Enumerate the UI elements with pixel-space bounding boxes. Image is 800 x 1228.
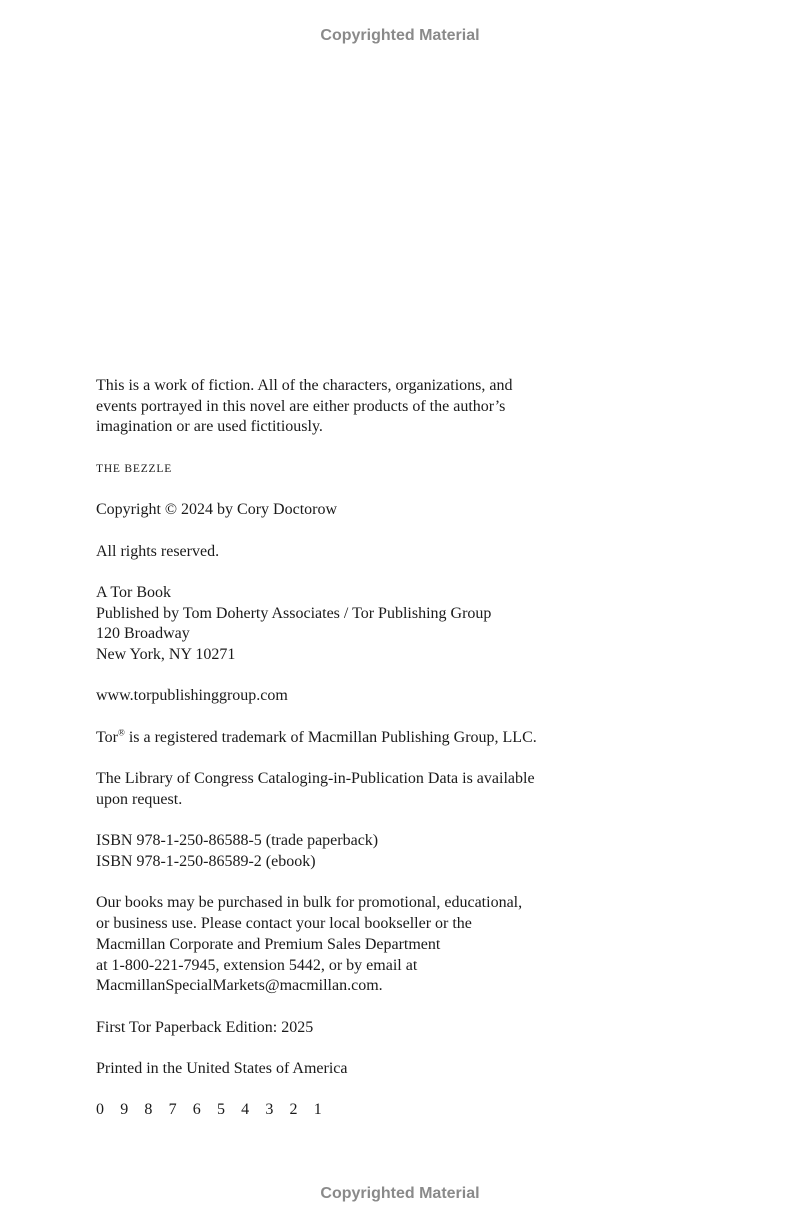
print-line-digit: 7 [168,1101,177,1119]
isbn-paperback: ISBN 978-1-250-86588-5 (trade paperback) [96,832,379,850]
print-line-digit: 2 [289,1101,298,1119]
trademark-notice [96,728,596,749]
bulk-line: Our books may be purchased in bulk for promotional, educational, [96,894,523,912]
disclaimer-line: events portrayed in this novel are either products of the author’s [96,397,506,415]
bulk-line: MacmillanSpecialMarkets@macmillan.com. [96,977,383,995]
print-line-digit: 6 [192,1101,201,1119]
publisher-line: Published by Tom Doherty Associates / Tor Publishing Group [96,604,492,622]
print-line [96,1100,596,1121]
copyright-notice: Copyright © 2024 by Cory Doctorow [96,501,338,519]
isbn-ebook: ISBN 978-1-250-86589-2 (ebook) [96,853,316,871]
publisher-line: New York, NY 10271 [96,646,236,664]
copyright-page-body [96,376,596,1142]
publisher-info [96,583,596,666]
cip-notice [96,769,596,810]
cip-line: upon request. [96,790,183,808]
print-line-digit: 5 [216,1101,225,1119]
bulk-line: at 1-800-221-7945, extension 5442, or by email at [96,956,418,974]
print-line-digit: 0 [96,1101,104,1119]
isbn-list [96,831,596,872]
publisher-website: www.torpublishinggroup.com [96,687,288,705]
disclaimer-line: This is a work of fiction. All of the characters, organizations, and [96,377,513,394]
bulk-line: or business use. Please contact your local bookseller or the [96,915,472,933]
trademark-text: is a registered trademark of Macmillan Publishing Group, LLC. [124,728,537,746]
rights-reserved: All rights reserved. [96,542,220,560]
print-line-digit: 4 [241,1101,250,1119]
print-line-digit: 9 [120,1101,129,1119]
watermark-bottom: Copyrighted Material [320,1185,480,1202]
print-line-digit: 8 [144,1101,153,1119]
bulk-line: Macmillan Corporate and Premium Sales Department [96,935,441,953]
fiction-disclaimer [96,376,596,438]
print-line-digit: 3 [265,1101,274,1119]
registered-mark: ® [117,727,125,738]
trademark-name: Tor [96,728,118,746]
publisher-line: A Tor Book [96,583,172,601]
bulk-sales-notice [96,893,596,997]
publisher-line: 120 Broadway [96,625,190,643]
watermark-top: Copyrighted Material [320,27,480,44]
cip-line: The Library of Congress Cataloging-in-Publication Data is available [96,770,535,788]
book-title: THE BEZZLE [96,462,173,475]
disclaimer-line: imagination or are used fictitiously. [96,418,323,436]
edition-notice: First Tor Paperback Edition: 2025 [96,1018,314,1036]
printed-in: Printed in the United States of America [96,1060,348,1078]
print-line-digit: 1 [313,1101,322,1119]
